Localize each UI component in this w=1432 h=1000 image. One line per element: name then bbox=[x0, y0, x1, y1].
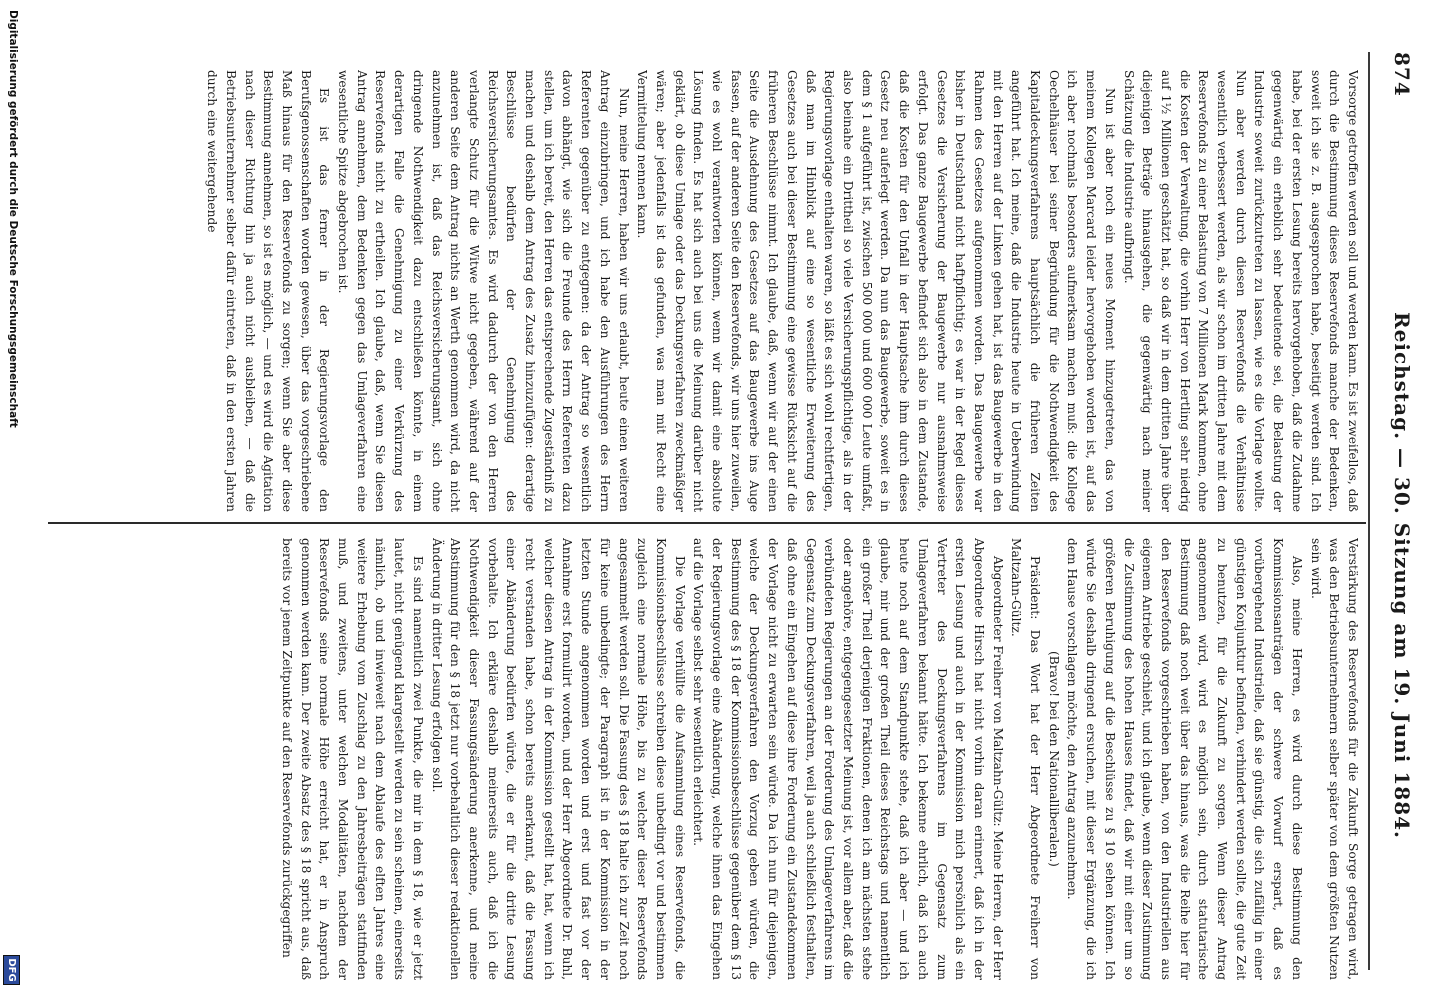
digitization-footer bbox=[0, 0, 22, 1000]
paragraph: Also, meine Herren, es wird durch diese Bestimmung den Kommissionsanträgen der schwere Vorwurf erspart, daß es vorübergehend Industrielle, daß sie günstig, die sich zufällig in einer günstigen Konjunktur befinden, verhindert werden sollte, die gute Zeit zu benutzen, für die Zukunft zu sorgen. Wenn dieser Antrag angenommen wird, wird es möglich sein, durch statutarische Bestimmung daß noch weit über das hinaus, was die Reihe hier für den Reservefonds vorgeschrieben haben, von den Industriellen aus eigenem Antriebe geschieht, und ich glaube, wenn dieser Zustimmung die Zustimmung des hohen Hauses findet, daß wir mit einer um so größeren Beruhigung auf die Beschlüsse zu § 10 sehen können. Ich würde Sie deshalb dringend ersuchen, mit dieser Ergänzung, die ich dem Hause vorschlagen möchte, den Antrag anzunehmen. bbox=[1065, 538, 1304, 980]
left-column bbox=[47, 70, 1362, 512]
page-number: 874 bbox=[1390, 52, 1414, 97]
paragraph: Es sind namentlich zwei Punkte, die mir in dem § 18, wie er jetzt lautet, nicht genügend klargestellt werden zu sein scheinen, einerseits nämlich, ob und inwieweit nach dem Ablaufe des elften Jahres eine weitere Erhebung vom Zuschlag zu den Jahresbeiträgen stattfinden muß, und zweitens, unter welchen Modalitäten, nachdem der Reservefonds seine normale Höhe erreicht hat, er in Anspruch genommen werden kann. Der zweite Absatz des § 18 spricht aus, daß bereits vor jenem Zeitpunkte auf den Reservefonds zurückgegriffen bbox=[279, 538, 425, 980]
running-head: Reichstag. — 30. Sitzung am 19. Juni 1884. bbox=[1390, 312, 1414, 839]
footer-text: Digitalisierung gefördert durch die Deutsche Forschungsgemeinschaft bbox=[7, 10, 19, 428]
paragraph: Nun ist aber noch ein neues Moment hinzugetreten, das von meinem Kollegen Marcard leider hervorgehoben worden ist, auf das ich aber nochmals besonders aufmerksam machen muß: die Kollege Oechelhäuser bei seiner Begründung für die Nothwendigkeit des Kapitaldeckungsverfahrens hauptsächlich die früheren Zeiten angeführt hat. Ich meine, daß die Industrie heute in Ueberwindung mit den Herren auf der Linken gehen hat, ist das Baugewerbe in den Rahmen des Gesetzes aufgenommen worden. Das Baugewerbe war bisher in Deutschland nicht haftpflichtig; es war in der Regel dieses Gesetzes die Versicherung der Baugewerbe nur ausnahmsweise erfolgt. Das ganze Baugewerbe befindet sich also in dem Zustande, daß die Kosten für den Unfall in der Hauptsache ihm durch dieses Gesetz neu auferlegt werden. Da nun das Baugewerbe, soweit es in dem § 1 aufgeführt ist, zwischen 500 000 und 600 000 Leute umfaßt, also beinahe ein Drittheil so viele Versicherungspflichtige, als in der Regierungsvorlage enthalten waren, so läßt es sich wohl rechtfertigen, daß man im Hinblick auf eine so wesentliche Erweiterung des Gesetzes auch bei dieser Bestimmung eine gewisse Rücksicht auf die früheren Beschlüsse nimmt. Ich glaube, daß, wenn wir auf der einen Seite die Ausdehnung des Gesetzes auf das Baugewerbe ins Auge fassen, auf der anderen Seite den Reservefonds, wir uns hier zuweilen, wie es wohl verantworten können, wenn wir damit eine absolute Lösung finden. Es hat sich auch bei uns die Meinung darüber nicht geklärt, ob diese Umlage oder das Deckungsverfahren zweckmäßiger wären; aber jedenfalls ist das gefunden, was man mit Recht eine Vermittelung nennen kann. bbox=[635, 70, 1117, 512]
page-header bbox=[1370, 30, 1432, 970]
paragraph: Es ist das ferner in der Regierungsvorlage den Berufsgenossenschaften worden gewesen, über das vorgeschriebene Maß hinaus für den Reservefonds zu sorgen; wenn Sie aber diese Bestimmung annehmen, so ist es möglich, — und es wird die Agitation nach dieser Richtung hin ja auch nicht ausbleiben, — daß die Betriebsunternehmer selber dafür eintreten, daß in den ersten Jahren durch eine weitergehende bbox=[205, 70, 332, 512]
column-rule bbox=[48, 522, 1366, 524]
paragraph: Die Vorlage verhüllte die Aufsammlung eines Reservefonds, die Kommissionsbeschlüsse schreiben diese unbedingt vor und bestimmen zugleich eine normale Höhe, bis zu welcher dieser Reservefonds angesammelt werden soll. Die Fassung des § 18 halte ich zur Zeit noch für keine unbedingte; der Paragraph ist in der Kommission in der letzten Stunde angenommen worden und erst und fast vor der Annahme erst formulirt worden, und der Herr Abgeordnete Dr. Buhl, welcher diesen Antrag in der Kommission gestellt hat, hat, wenn ich recht verstanden habe, schon bereits anerkannt, daß die Fassung einer Abänderung bedürfen würde, die er für die dritte Lesung vorbehalte. Ich erkläre deshalb meinerseits auch, daß ich die Nothwendigkeit dieser Fassungsänderung anerkenne, und meine Abstimmung für den § 18 jetzt nur vorbehaltlich dieser redaktionellen Änderung in dritter Lesung erfolgen soll. bbox=[429, 538, 687, 980]
paragraph: Verstärkung des Reservefonds für die Zukunft Sorge getragen wird, was den Betriebsunternehmern selber später von dem größten Nutzen sein wird. bbox=[1308, 538, 1360, 980]
speaker-paragraph: Präsident: Das Wort hat der Herr Abgeordnete Freiherr von Maltzahn-Gültz. bbox=[1009, 538, 1043, 980]
header-rule bbox=[1368, 52, 1370, 970]
stage-direction: (Bravo! bei den Nationalliberalen.) bbox=[1046, 651, 1061, 867]
paragraph: Vorsorge getroffen werden soll und werden kann. Es ist zweifellos, daß durch die Bestimmung dieses Reservefonds manche der Bedenken, soweit ich sie z. B. ausgesprochen habe, beseitigt werden sind. Ich habe, bei der ersten Lesung bereits hervorgehoben, daß die Zudahme gegenwärtig ein erheblich sehr bedeutende sei, die Belastung der Industrie soweit zurückzutreten zu lassen, wie es die Vorlage wollte. Nun aber werden durch diesen Reservefonds die Verhältnisse wesentlich verbessert werden, als wir schon im dritten Jahre mit dem Reservefonds zu einer Belastung von 7 Millionen Mark kommen, ohne die Kosten der Verwaltung, die vorhin Herr von Hertling sehr niedrig auf 1½ Millionen geschätzt hat, so daß wir in dem dritten Jahre über diejenigen Beträge hinausgehen, die gegenwärtig nach meiner Schätzung die Industrie aufbringt. bbox=[1121, 70, 1360, 512]
paragraph: Nun, meine Herren, haben wir uns erlaubt, heute einen weiteren Antrag einzubringen, und ich habe den Ausführungen des Herrn Referenten gegenüber zu entgegnen: da der Antrag so wesentlich davon abhängt, wie sich die Freunde des Herrn Referenten dazu stellen, um ich bereit, den Herren das entsprechende Zugeständniß zu machen und deshalb dem Antrag des Zusatz hinzuzufügen: derartige Beschlüsse bedürfen der Genehmigung des Reichsversicherungsamtes. Es wird dadurch der von den Herren verlangte Schutz für die Witwe nicht gegeben, während auf der anderen Seite dem Antrag nichts an Werth genommen wird, da nicht anzunehmen ist, daß das Reichsversicherungsamt, sich ohne dringende Nothwendigkeit dazu entschließen könnte, in einem derartigen Falle die Genehmigung zu einer Verkürzung des Reservefonds nicht zu ertheilen. Ich glaube, daß, wenn Sie diesen Antrag annehmen, dem Bedenken gegen das Umlageverfahren eine wesentliche Spitze abgebrochen ist. bbox=[336, 70, 631, 512]
dfg-logo: DFG bbox=[3, 955, 20, 985]
right-column bbox=[47, 538, 1362, 980]
speaker-paragraph: Abgeordneter Freiherr von Maltzahn-Gültz: Meine Herren, der Herr Abgeordnete Hirsch hat nicht vorhin daran erinnert, daß ich in der ersten Lesung und auch in der Kommission mich persönlich als ein Vertreter des Deckungsverfahrens im Gegensatz zum Umlageverfahren bekannt hätte. Ich bekenne ehrlich, daß ich auch heute noch auf dem Standpunkte stehe, daß ich aber — und ich glaube, mir und der großen Theil dieses Reichstags und namentlich ein großer Theil derjenigen Fraktionen, denen ich am nächsten stehe oder angehöre, entgegengesetzter Meinung ist, vor allem aber, daß die verbündeten Regierungen an der Forderung des Umlageverfahrens im Gegensatz zum Deckungsverfahren, weil ja auch schließlich festhalten, daß ohne ein Eingehen auf diese ihre Forderung ein Zustandekommen der Vorlage nicht zu erwarten sein würde. Da ich nun für diejenigen, welche der Deckungsverfahren den Vorzug geben würden, die Bestimmung des § 18 der Kommissionsbeschlüsse gegenüber dem § 13 der Regierungsvorlage eine Abänderung, welche ihnen das Eingehen auf die Vorlage selbst sehr wesentlich erleichtert. bbox=[691, 538, 1005, 980]
